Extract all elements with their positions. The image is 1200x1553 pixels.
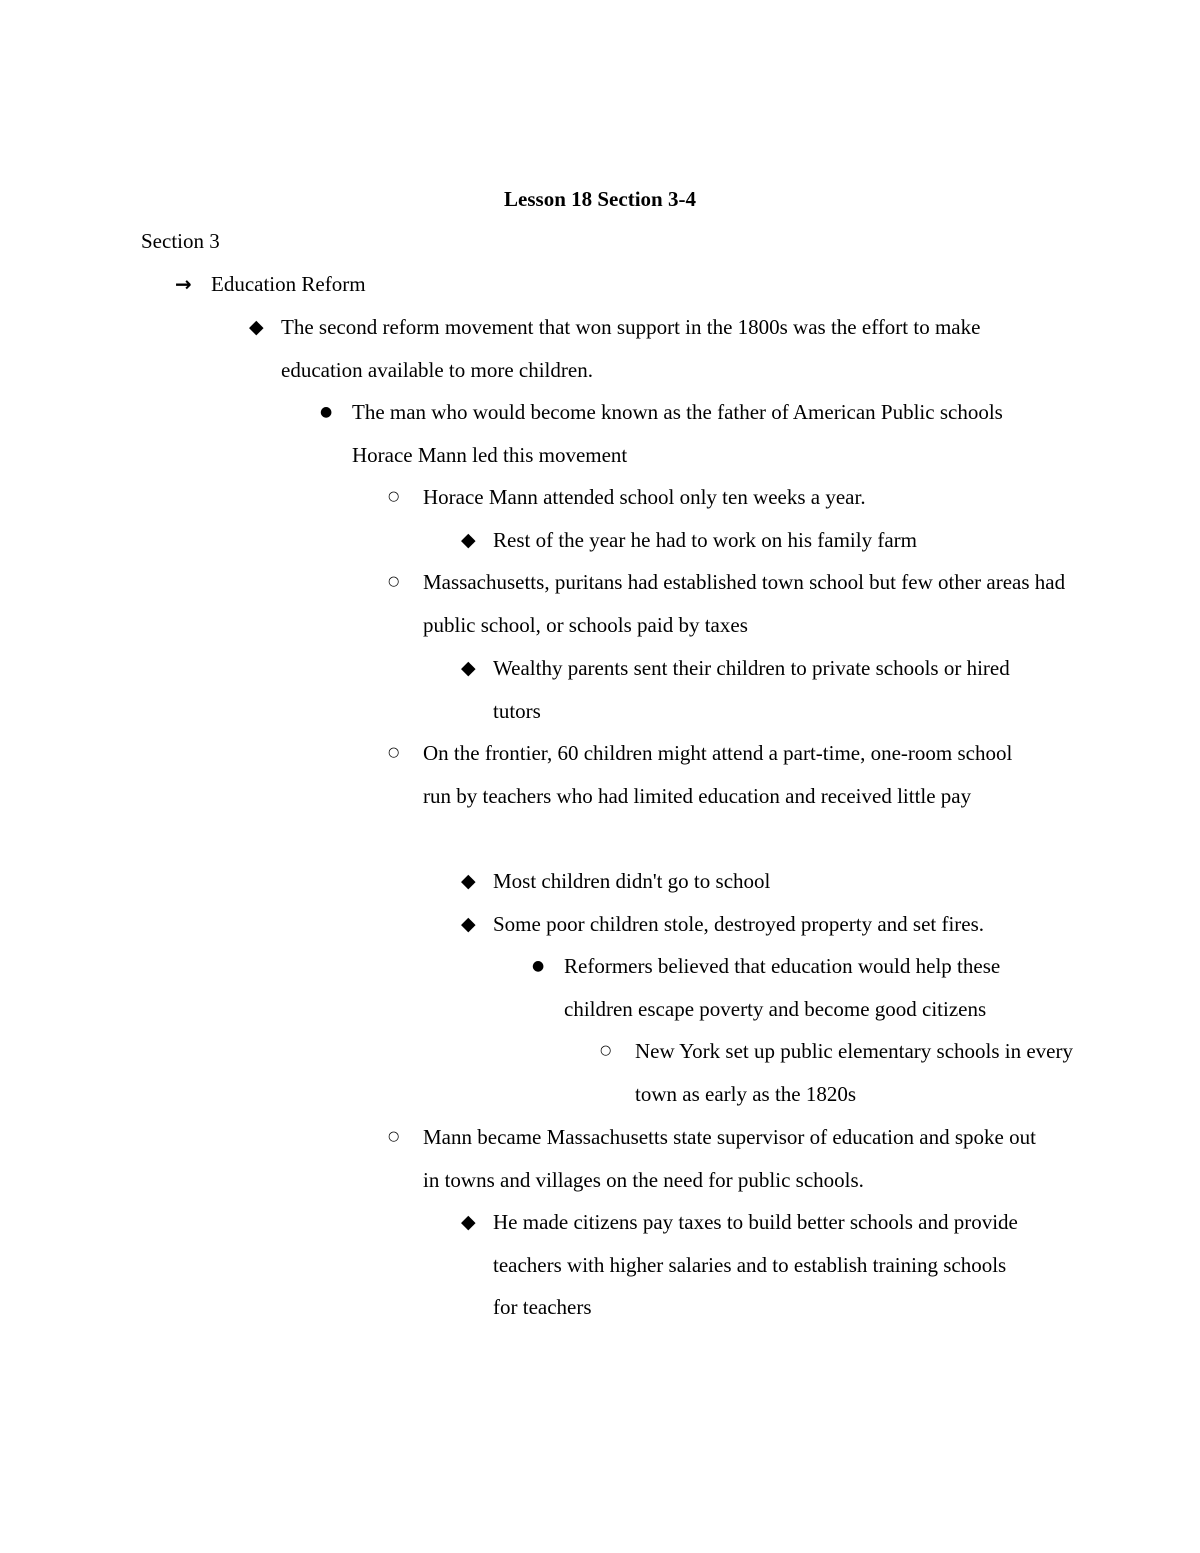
circle-bullet-icon: ○ [388, 489, 400, 504]
diamond-bullet-icon: ◆ [249, 316, 264, 338]
outline-item-poor-children [461, 903, 1073, 946]
outline-item-frontier [388, 732, 1043, 817]
outline-text: Some poor children stole, destroyed property and set fires. [493, 912, 985, 936]
outline-item-second-reform [249, 306, 1041, 391]
dot-bullet-icon: ● [320, 404, 333, 420]
outline-item-horace-mann-father [320, 391, 1032, 476]
outline-text: Horace Mann attended school only ten weeks a year. [423, 485, 866, 509]
outline-text: Wealthy parents sent their children to private schools or hired tutors [493, 656, 1010, 723]
outline-text: Education Reform [211, 272, 366, 296]
page-title: Lesson 18 Section 3-4 [504, 187, 696, 211]
outline-item-citizens-pay-taxes [461, 1201, 1033, 1329]
circle-bullet-icon: ○ [388, 745, 400, 760]
outline-text: Rest of the year he had to work on his family farm [493, 528, 917, 552]
outline-item-family-farm [461, 519, 1073, 562]
diamond-bullet-icon: ◆ [461, 1211, 476, 1233]
outline-item-ten-weeks [388, 476, 1073, 519]
diamond-bullet-icon: ◆ [461, 529, 476, 551]
circle-bullet-icon: ○ [600, 1043, 612, 1058]
diamond-bullet-icon: ◆ [461, 913, 476, 935]
arrow-right-icon: → [175, 272, 192, 296]
circle-bullet-icon: ○ [388, 574, 400, 589]
outline-text: The man who would become known as the father of American Public schools Horace Mann led this movement [352, 400, 1003, 467]
outline-text: He made citizens pay taxes to build better schools and provide teachers with higher salaries and to establish training schools for teachers [493, 1210, 1018, 1320]
outline-item-wealthy-parents [461, 647, 1053, 732]
outline-text: The second reform movement that won support in the 1800s was the effort to make education available to more children. [281, 315, 981, 382]
diamond-bullet-icon: ◆ [461, 657, 476, 679]
outline-text: Massachusetts, puritans had established town school but few other areas had public school, or schools paid by taxes [423, 570, 1066, 637]
outline-text: On the frontier, 60 children might attend a part-time, one-room school run by teachers who had limited education and received little pay [423, 741, 1013, 808]
outline-item-most-children [461, 860, 1073, 903]
diamond-bullet-icon: ◆ [461, 870, 476, 892]
outline-item-new-york [600, 1030, 1075, 1115]
dot-bullet-icon: ● [532, 958, 545, 974]
outline-text: Reformers believed that education would help these children escape poverty and become good citizens [564, 954, 1001, 1021]
outline-text: Most children didn't go to school [493, 869, 771, 893]
outline-text: Mann became Massachusetts state supervisor of education and spoke out in towns and villages on the need for public schools. [423, 1125, 1036, 1192]
circle-bullet-icon: ○ [388, 1129, 400, 1144]
outline-item-massachusetts-puritans [388, 561, 1073, 646]
outline-item-mann-supervisor [388, 1116, 1043, 1201]
outline-text: New York set up public elementary schools in every town as early as the 1820s [635, 1039, 1073, 1106]
section-heading: Section 3 [141, 229, 220, 253]
outline-item-education-reform [175, 263, 1011, 306]
outline-item-reformers-believed [532, 945, 1074, 1030]
